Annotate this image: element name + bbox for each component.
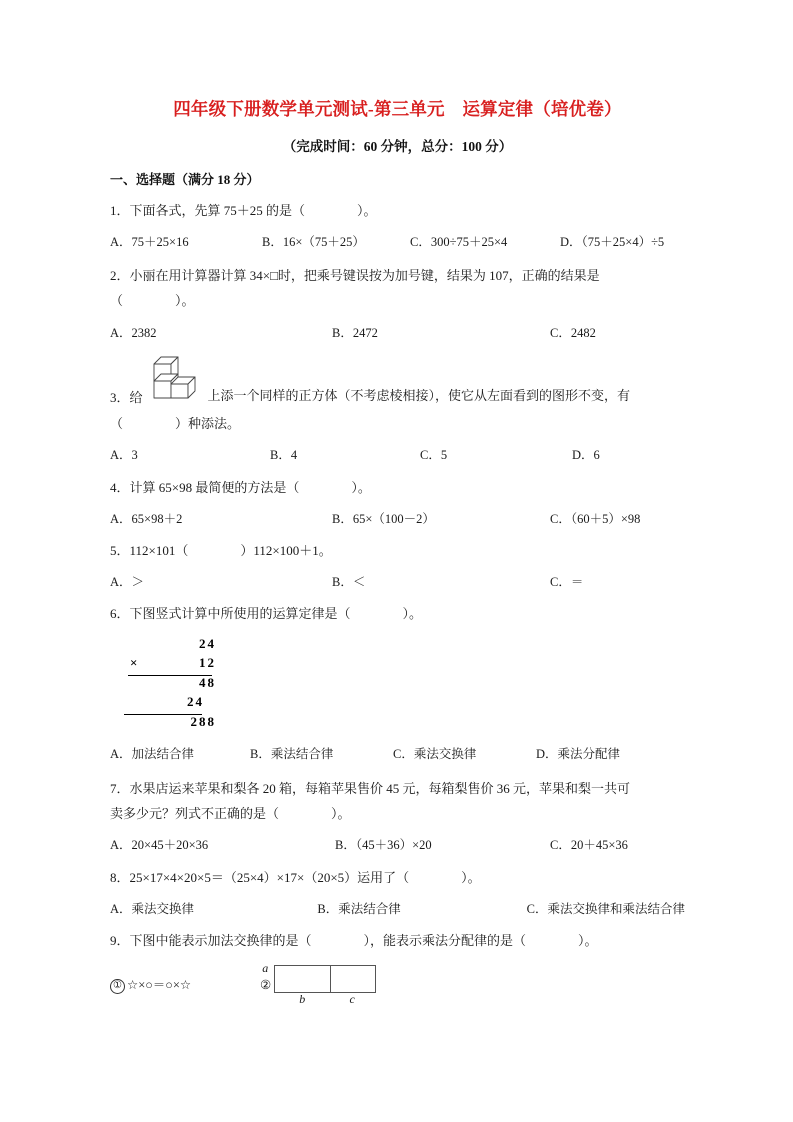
figure-2-rect-cell-b xyxy=(275,966,331,992)
figure-2-label-a: a xyxy=(262,960,269,975)
question-4-stem: 4．计算 65×98 最简便的方法是（ ）。 xyxy=(110,479,371,495)
figure-1-expression: ☆×○＝○×☆ xyxy=(127,977,192,992)
question-8-option-b[interactable]: B．乘法结合律 xyxy=(317,901,401,916)
question-1-option-c[interactable]: C．300÷75＋25×4 xyxy=(410,234,508,249)
question-5-option-c[interactable]: C．＝ xyxy=(550,574,584,589)
question-9 xyxy=(110,930,685,1006)
question-1-stem: 1．下面各式，先算 75＋25 的是（ ）。 xyxy=(110,202,377,218)
question-7-option-a[interactable]: A．20×45＋20×36 xyxy=(110,838,209,853)
question-9-figure-2 xyxy=(260,960,376,1006)
question-6 xyxy=(110,603,685,763)
question-2-option-c[interactable]: C．2482 xyxy=(550,325,596,340)
figure-2-bottom-labels xyxy=(274,993,374,1006)
figure-2-label-c: c xyxy=(349,991,355,1006)
section-heading-choice: 一、选择题（满分 18 分） xyxy=(110,171,260,187)
question-4-option-a[interactable]: A．65×98＋2 xyxy=(110,511,183,526)
vc-partial-1-row xyxy=(128,676,224,695)
question-7-stem-line1: 7．水果店运来苹果和梨各 20 箱，每箱苹果售价 45 元，每箱梨售价 36 元，苹果和梨一共可 xyxy=(110,780,631,796)
figure-2-rectangle-diagram xyxy=(262,960,376,1006)
question-7 xyxy=(110,776,685,855)
vc-product-row xyxy=(128,715,224,734)
question-9-figure-1 xyxy=(110,965,260,994)
question-3-stem-suffix: 上添一个同样的正方体（不考虑棱相接），使它从左面看到的图形不变，有 xyxy=(207,388,631,404)
question-5-option-a[interactable]: A．＞ xyxy=(110,574,145,589)
question-6-option-d[interactable]: D．乘法分配律 xyxy=(536,747,621,762)
question-3-option-c[interactable]: C．5 xyxy=(420,448,448,463)
page-content xyxy=(110,98,685,1006)
vc-multiplicand: 24 xyxy=(199,636,216,652)
question-3-options xyxy=(110,447,685,465)
question-7-option-c[interactable]: C．20＋45×36 xyxy=(550,838,628,853)
question-7-stem-line2: 卖多少元？列式不正确的是（ ）。 xyxy=(110,806,351,822)
figure-1-number: ① xyxy=(110,979,125,994)
question-6-options xyxy=(110,746,685,764)
question-8-stem: 8．25×17×4×20×5＝（25×4）×17×（20×5）运用了（ ）。 xyxy=(110,869,481,885)
question-3-option-b[interactable]: B．4 xyxy=(270,448,298,463)
question-6-option-a[interactable]: A．加法结合律 xyxy=(110,747,195,762)
question-3-option-a[interactable]: A．3 xyxy=(110,448,138,463)
question-9-stem: 9．下图中能表示加法交换律的是（ ），能表示乘法分配律的是（ ）。 xyxy=(110,933,598,949)
question-3-stem-prefix: 3．给 xyxy=(110,390,143,406)
question-4-options xyxy=(110,511,685,529)
vertical-multiplication-figure xyxy=(128,637,224,734)
vc-partial-product-1: 48 xyxy=(199,675,216,691)
question-2-stem xyxy=(110,263,685,314)
figure-2-rect-box xyxy=(274,965,376,993)
figure-2-label-b: b xyxy=(299,991,306,1006)
question-3-option-d[interactable]: D．6 xyxy=(572,448,600,463)
vc-partial-2-row xyxy=(128,695,224,714)
vc-multiplier-row xyxy=(128,656,224,675)
question-6-option-c[interactable]: C．乘法交换律 xyxy=(393,747,477,762)
question-5 xyxy=(110,540,685,591)
question-3-stem-line2: （ ）种添法。 xyxy=(110,415,241,431)
vc-product: 288 xyxy=(190,714,216,730)
question-5-options xyxy=(110,574,685,592)
question-1-options xyxy=(110,234,685,252)
question-8-option-a[interactable]: A．乘法交换律 xyxy=(110,901,195,916)
question-7-stem xyxy=(110,776,685,827)
figure-2-number: ② xyxy=(260,977,272,992)
three-cube-solid-icon xyxy=(145,354,205,410)
question-6-stem: 6．下图竖式计算中所使用的运算定律是（ ）。 xyxy=(110,606,423,622)
vc-multiplicand-row xyxy=(128,637,224,656)
question-8 xyxy=(110,867,685,918)
question-5-option-b[interactable]: B．＜ xyxy=(332,574,366,589)
question-3 xyxy=(110,354,685,465)
page-title: 四年级下册数学单元测试-第三单元 运算定律（培优卷） xyxy=(173,99,622,119)
question-1-option-d[interactable]: D．（75＋25×4）÷5 xyxy=(560,234,665,249)
question-2-option-b[interactable]: B．2472 xyxy=(332,325,378,340)
vc-partial-product-2: 24 xyxy=(187,694,204,710)
question-1 xyxy=(110,200,685,251)
question-8-option-c[interactable]: C．乘法交换律和乘法结合律 xyxy=(526,901,685,916)
question-6-option-b[interactable]: B．乘法结合律 xyxy=(250,747,334,762)
question-2-stem-line1: 2．小丽在用计算器计算 34×□时，把乘号键误按为加号键，结果为 107，正确的结果是 xyxy=(110,268,600,283)
question-4-option-c[interactable]: C．（60＋5）×98 xyxy=(550,511,641,526)
question-2-option-a[interactable]: A．2382 xyxy=(110,325,157,340)
question-3-stem-line1 xyxy=(110,354,685,406)
question-1-option-a[interactable]: A．75＋25×16 xyxy=(110,234,189,249)
question-5-stem: 5．112×101（ ）112×100＋1。 xyxy=(110,543,332,559)
question-9-figures xyxy=(110,960,685,1006)
question-7-option-b[interactable]: B．（45＋36）×20 xyxy=(335,838,432,853)
question-7-options xyxy=(110,837,685,855)
vc-multiplier: 12 xyxy=(199,655,216,671)
question-1-option-b[interactable]: B．16×（75＋25） xyxy=(262,234,365,249)
question-8-options xyxy=(110,901,685,919)
vc-operator: × xyxy=(130,655,138,671)
question-2-stem-line2: （ ）。 xyxy=(110,293,195,309)
question-2 xyxy=(110,263,685,342)
question-2-options xyxy=(110,325,685,343)
page-subtitle: （完成时间：60 分钟，总分：100 分） xyxy=(282,138,513,154)
question-4-option-b[interactable]: B．65×（100－2） xyxy=(332,511,435,526)
question-4 xyxy=(110,477,685,528)
figure-2-rect-cell-c xyxy=(331,966,375,992)
